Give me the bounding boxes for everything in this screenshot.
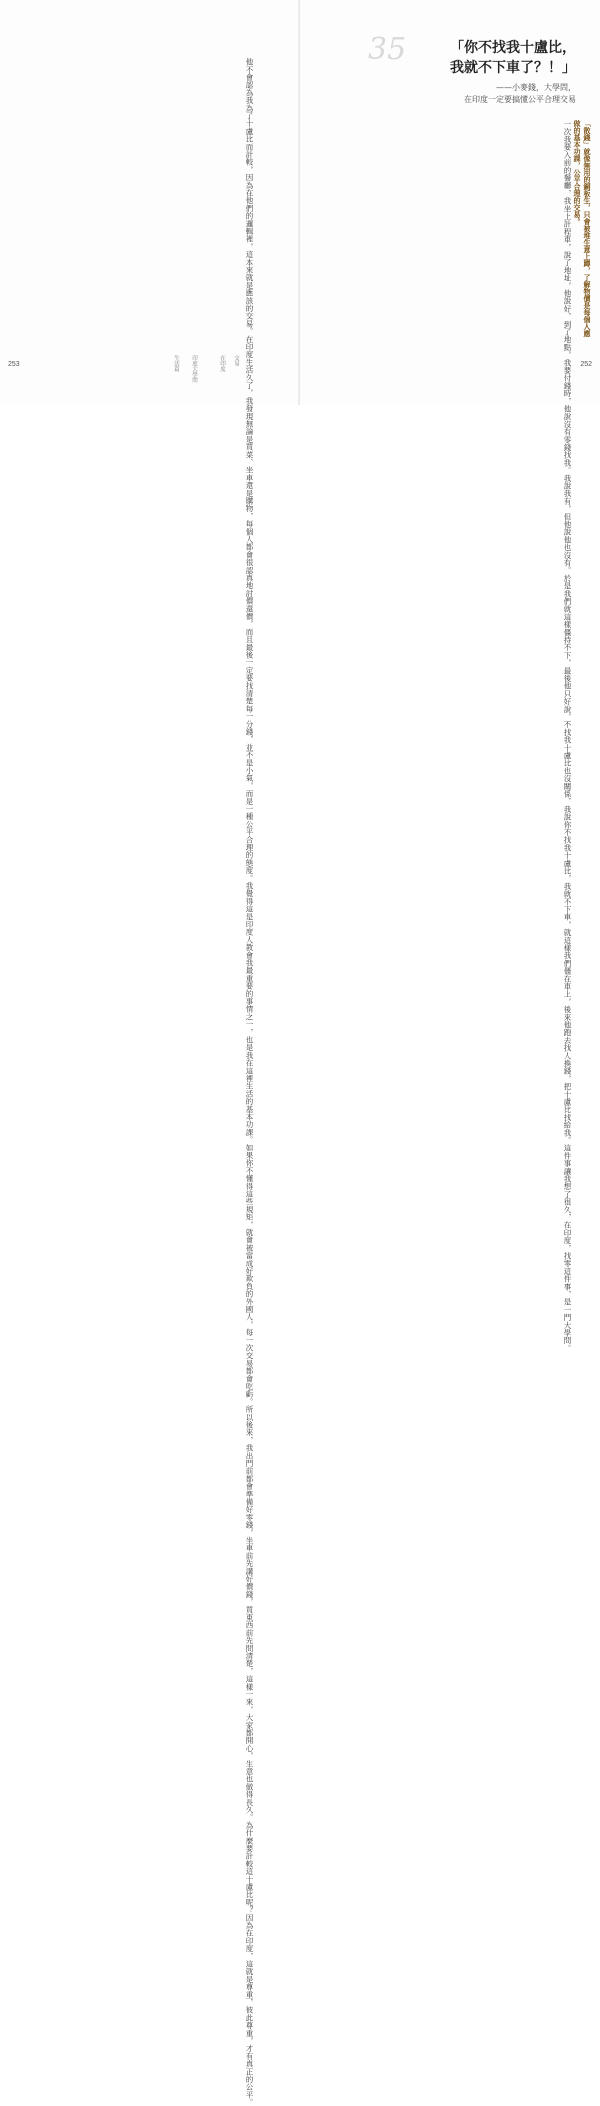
running-head-2: 印度大學問 [191,355,197,383]
running-head-4: 交易 [233,355,239,366]
running-head-1: 生活篇 [173,355,179,372]
right-body-text: 一次我要入前的餐廳，我坐上計程車，說了地址，他說好，到了地點，我要付錢時，他說沒有零錢找我。我說我有，但他說他也沒有。於是我們就這樣僵持不下，最後他只好說，不找我十盧比也沒關係，我說你不找我十盧比，我就不下車，就這樣我們僵在車上，後來他跑去找人換錢，把十盧比找給我。這件事讓我想了很久，在印度，找零這件事，是一門大學問。 [563,120,572,1352]
chapter-number: 35 [368,32,407,67]
chapter-title [450,38,576,78]
page-number-left: 253 [8,361,20,368]
highlight-pullquote: 「散錢」就像無用的銅板生，只會被堆生意上蹲，了解物價是每個人應做的基本功課，公平合理的交易。 [573,120,592,337]
chapter-subtitle-line-2: 在印度一定要搞懂公平合理交易 [464,95,576,104]
chapter-title-line-2: 我就不下車了？！」 [450,60,576,76]
page-number-right: 252 [580,361,592,368]
chapter-title-line-1: 「你不找我十盧比， [450,40,576,56]
left-body-text: 他不會認為我為了十盧比而計較，因為在他們的邏輯裡，這本來就是應該的交易。在印度生活久了，我發現無論是買菜、坐車還是購物，每個人都會很認真地討價還價，而且最後一定要找清楚每一分錢，並不是小氣，而是一種公平合理的態度。我覺得這是印度人教會我最重要的事情之一，也是我在這裡生活的基本功課。如果你不懂得這些規矩，就會被當成好欺負的外國人，每一次交易都會吃虧。所以後來，我出門前都會準備好零錢，坐車前先講好價錢，買東西前先問清楚，這樣一來，大家都開心，生意也做得長久。為什麼要計較這十盧比呢？因為在印度，這就是尊重，彼此尊重，才有真正的公平。 [245,58,254,2106]
chapter-subtitle-line-1: ——小麥錢，大學問， [496,83,576,92]
running-head-3: 在印度 [219,355,225,372]
chapter-subtitle [464,82,576,106]
